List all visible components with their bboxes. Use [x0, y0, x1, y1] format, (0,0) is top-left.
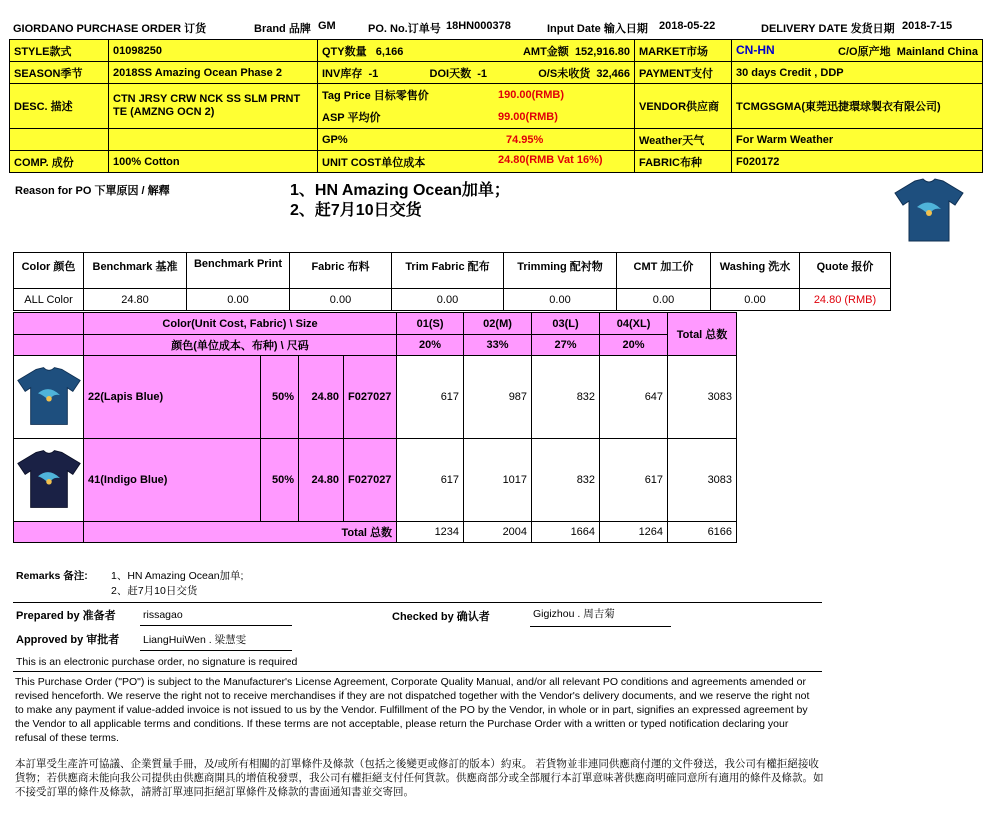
tag-price-value: 190.00(RMB)	[498, 89, 565, 101]
fabric-label: FABRIC布种	[635, 151, 732, 173]
totals-blank	[14, 522, 84, 543]
unit-cost-label: UNIT COST单位成本	[322, 156, 426, 169]
input-date-label: Input Date 输入日期	[547, 23, 648, 35]
reason-line-2: 2、赶7月10日交货	[290, 202, 422, 219]
bench-value-fabric: 0.00	[290, 289, 392, 311]
reason-line-1: 1、HN Amazing Ocean加单；	[290, 182, 510, 199]
size-pct-l: 27%	[532, 335, 600, 356]
vendor-value: TCMGSGMA(東莞迅捷環球製衣有限公司)	[732, 84, 983, 129]
remarks-line-2: 2、赶7月10日交货	[111, 585, 198, 597]
bench-value-cmt: 0.00	[617, 289, 711, 311]
size-pct-m: 33%	[464, 335, 532, 356]
payment-value: 30 days Credit , DDP	[732, 62, 983, 84]
tshirt-icon	[16, 363, 82, 429]
weather-label: Weather天气	[635, 129, 732, 151]
inv-label: INV库存	[322, 67, 363, 80]
co-label: C/O原产地	[838, 45, 891, 58]
tshirt-icon	[893, 177, 965, 243]
comp-value: 100% Cotton	[109, 151, 318, 173]
size-name-s: 01(S)	[397, 313, 464, 335]
asp-label: ASP 平均价	[322, 112, 381, 124]
bench-value-washing: 0.00	[711, 289, 800, 311]
po-number-value: 18HN000378	[446, 20, 511, 32]
bench-value-color: ALL Color	[14, 289, 84, 311]
size-header-blank	[14, 335, 84, 356]
divider	[13, 671, 822, 672]
bench-header-trimming: Trimming 配衬物	[504, 253, 617, 289]
gp-value: 74.95%	[506, 133, 544, 146]
vendor-label: VENDOR供应商	[635, 84, 732, 129]
signature-line	[530, 626, 671, 627]
divider	[13, 602, 822, 603]
os-value: 32,466	[596, 67, 630, 80]
unit-cost-cell	[318, 151, 635, 173]
weather-value: For Warm Weather	[732, 129, 983, 151]
amt-label: AMT金额	[522, 45, 569, 58]
table-row	[14, 356, 737, 439]
prepared-label: Prepared by 准备者	[16, 610, 116, 622]
bench-header-fabric: Fabric 布料	[290, 253, 392, 289]
color-swatch-cell	[14, 439, 84, 522]
size-pct-s: 20%	[397, 335, 464, 356]
po-title: GIORDANO PURCHASE ORDER 订货	[13, 23, 207, 35]
delivery-date-value: 2018-7-15	[902, 20, 953, 32]
color-fabric: F027027	[344, 356, 397, 439]
qty-cell: 832	[532, 439, 600, 522]
checked-label: Checked by 确认者	[392, 611, 490, 623]
size-header-2: 颜色(单位成本、布种) \ 尺码	[84, 335, 397, 356]
input-date-value: 2018-05-22	[659, 20, 716, 32]
inv-value: -1	[368, 67, 379, 80]
electronic-note: This is an electronic purchase order, no signature is required	[16, 656, 298, 668]
remarks-line-1: 1、HN Amazing Ocean加单;	[111, 570, 244, 582]
empty-cell	[109, 129, 318, 151]
totals-row	[14, 522, 737, 543]
payment-label: PAYMENT支付	[635, 62, 732, 84]
qty-amt-cell	[318, 40, 635, 62]
bench-header-cmt: CMT 加工价	[617, 253, 711, 289]
desc-value: CTN JRSY CRW NCK SS SLM PRNT TE (AMZNG OCN 2)	[109, 84, 318, 129]
po-header	[13, 20, 983, 36]
desc-label: DESC. 描述	[10, 84, 109, 129]
size-header-blank	[14, 313, 84, 335]
size-name-m: 02(M)	[464, 313, 532, 335]
season-label: SEASON季节	[10, 62, 109, 84]
approved-value: LiangHuiWen . 梁慧雯	[143, 634, 247, 646]
row-total: 3083	[668, 356, 737, 439]
price-cell	[318, 84, 635, 129]
gp-cell	[318, 129, 635, 151]
color-cost: 24.80	[299, 356, 344, 439]
size-name-xl: 04(XL)	[600, 313, 668, 335]
bench-header-trim-fabric: Trim Fabric 配布	[392, 253, 504, 289]
empty-cell	[10, 129, 109, 151]
bench-value-benchmark: 24.80	[84, 289, 187, 311]
qty-cell: 987	[464, 356, 532, 439]
qty-cell: 617	[600, 439, 668, 522]
grand-total: 6166	[668, 522, 737, 543]
remarks-label: Remarks 备注:	[16, 570, 88, 582]
color-name: 22(Lapis Blue)	[84, 356, 261, 439]
remarks	[16, 569, 243, 599]
market-co-cell	[732, 40, 983, 62]
po-info-grid	[9, 39, 983, 173]
total-cell: 1264	[600, 522, 668, 543]
total-cell: 2004	[464, 522, 532, 543]
reason-label: Reason for PO 下單原因 / 解釋	[15, 185, 170, 197]
color-size-table	[13, 312, 737, 543]
row-total: 3083	[668, 439, 737, 522]
fabric-value: F020172	[732, 151, 983, 173]
color-name: 41(Indigo Blue)	[84, 439, 261, 522]
tag-price-label: Tag Price 目标零售价	[322, 90, 429, 102]
signature-line	[140, 625, 292, 626]
prepared-value: rissagao	[143, 609, 183, 621]
bench-header-quote: Quote 报价	[800, 253, 891, 289]
color-pct: 50%	[261, 356, 299, 439]
qty-value: 6,166	[375, 45, 404, 58]
style-label: STYLE款式	[10, 40, 109, 62]
benchmark-table	[13, 252, 891, 311]
qty-cell: 647	[600, 356, 668, 439]
legal-text-zh: 本訂單受生產許可協議、企業質量手冊，及/或所有相關的訂單條件及條款（包括之後變更或修訂的版本）約束。 若貨物並非連同供應商付運的文件發送，我公司有權拒絕接收貨物；若供應商未能向我公司提供由供應商開具的增值稅發票，我公司有權拒絕支付任何貨款。供應商部分或全部履行本訂單意味著供應商明確同意所有適用的條件及條款。如不接受訂單的條件及條款，請將訂單連同拒絕訂單條件及條款的書面通知書並交寄回。	[15, 758, 824, 798]
total-cell: 1664	[532, 522, 600, 543]
color-cost: 24.80	[299, 439, 344, 522]
qty-label: QTY数量	[322, 45, 367, 58]
bench-header-color: Color 颜色	[14, 253, 84, 289]
size-name-l: 03(L)	[532, 313, 600, 335]
unit-cost-value: 24.80(RMB Vat 16%)	[498, 153, 603, 166]
amt-value: 152,916.80	[574, 45, 630, 58]
approved-label: Approved by 审批者	[16, 634, 120, 646]
bench-header-benchmark: Benchmark 基准	[84, 253, 187, 289]
table-row	[14, 439, 737, 522]
delivery-date-label: DELIVERY DATE 发货日期	[761, 23, 895, 35]
size-header-1: Color(Unit Cost, Fabric) \ Size	[84, 313, 397, 335]
total-cell: 1234	[397, 522, 464, 543]
inv-doi-os-cell	[318, 62, 635, 84]
gp-label: GP%	[322, 133, 348, 146]
doi-value: -1	[477, 67, 487, 80]
os-label: O/S未收货	[538, 67, 591, 80]
bench-value-trimming: 0.00	[504, 289, 617, 311]
color-fabric: F027027	[344, 439, 397, 522]
bench-header-benchmark-print: Benchmark Print	[187, 253, 290, 289]
reason-text	[290, 181, 510, 221]
market-value: CN-HN	[736, 42, 775, 57]
color-pct: 50%	[261, 439, 299, 522]
checked-value: Gigizhou . 周吉菊	[533, 608, 615, 620]
market-label: MARKET市场	[635, 40, 732, 62]
legal-text-en: This Purchase Order ("PO") is subject to the Manufacturer's License Agreement, Corporate Quality Manual, and/or all relevant PO conditions and agreements amended or revised henceforth. We reserve the right not to receive merchandises if they are not dispatched together with the Vendor's delivery documents, and we reserve the right not to make any payment if value-added invoice is not issued to us by the Vendor. Fulfillment of the PO by the Vendor, in whole or in part, signifies an expressed agreement by the Vendor to all applicable terms and conditions. If these terms are not acceptable, please return the Purchase Order with a written or typed notification declaring your refusal of these terms.	[15, 676, 810, 744]
asp-value: 99.00(RMB)	[498, 111, 558, 123]
co-value: Mainland China	[896, 45, 978, 58]
bench-value-quote: 24.80 (RMB)	[800, 289, 891, 311]
bench-value-benchmark-print: 0.00	[187, 289, 290, 311]
bench-header-washing: Washing 洗水	[711, 253, 800, 289]
brand-value: GM	[318, 20, 336, 32]
qty-cell: 1017	[464, 439, 532, 522]
qty-cell: 832	[532, 356, 600, 439]
totals-label: Total 总数	[84, 522, 397, 543]
brand-label: Brand 品牌	[254, 23, 311, 35]
style-value: 01098250	[109, 40, 318, 62]
qty-cell: 617	[397, 439, 464, 522]
qty-cell: 617	[397, 356, 464, 439]
tshirt-main-image	[893, 177, 965, 243]
size-total-header: Total 总数	[668, 313, 737, 356]
bench-value-trim-fabric: 0.00	[392, 289, 504, 311]
tshirt-icon	[16, 446, 82, 512]
comp-label: COMP. 成份	[10, 151, 109, 173]
color-swatch-cell	[14, 356, 84, 439]
size-pct-xl: 20%	[600, 335, 668, 356]
season-value: 2018SS Amazing Ocean Phase 2	[109, 62, 318, 84]
signature-line	[140, 650, 292, 651]
po-number-label: PO. No.订单号	[368, 23, 441, 35]
doi-label: DOI天数	[429, 67, 472, 80]
